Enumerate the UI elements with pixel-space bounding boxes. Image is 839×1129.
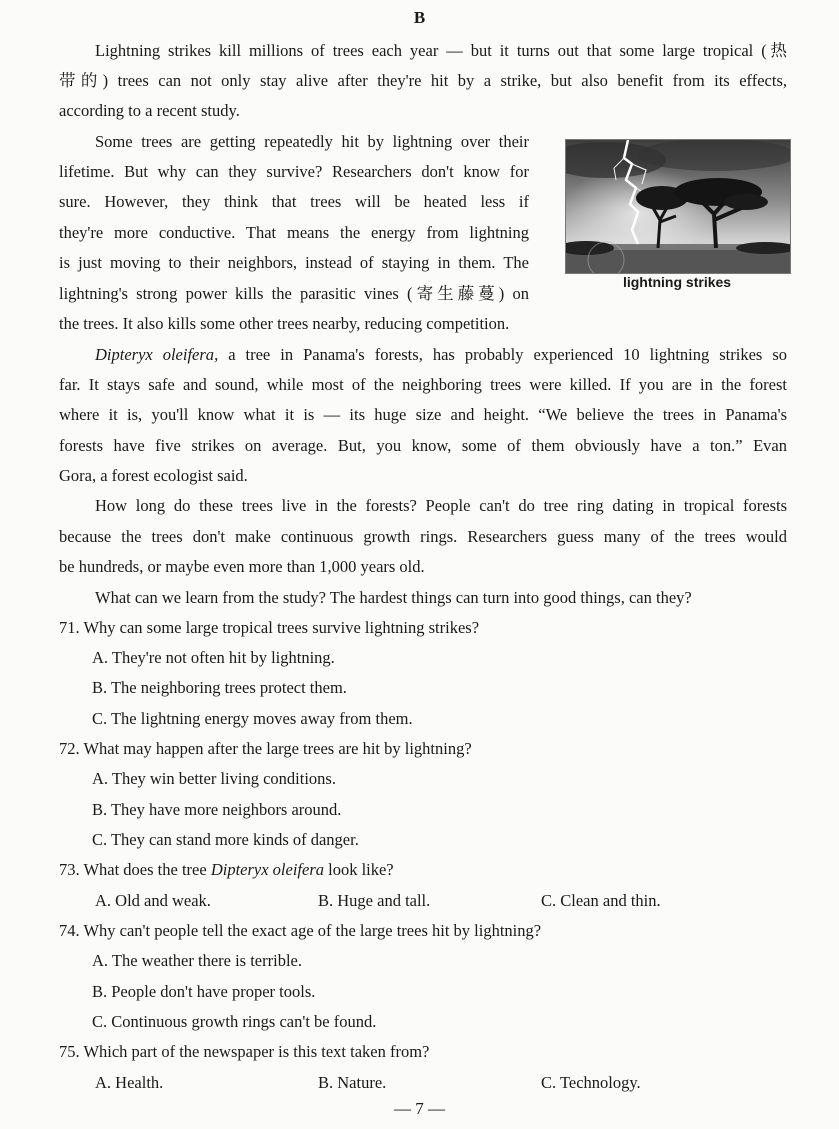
passage-line: Gora, a forest ecologist said. [59,466,248,485]
passage-line: where it is, you'll know what it is — its huge size and height. “We believe the trees in Panama's [59,405,787,424]
passage-line: be hundreds, or maybe even more than 1,000 years old. [59,557,425,576]
passage-line: according to a recent study. [59,101,240,120]
answer-option: A. The weather there is terrible. [92,951,302,970]
passage-line: is just moving to their neighbors, instead of staying in them. The [59,253,529,272]
answer-option: C. Clean and thin. [541,891,661,910]
species-name: Dipteryx oleifera [210,860,324,879]
passage-line: far. It stays safe and sound, while most of the neighboring trees were killed. If you are in the forest [59,375,787,394]
answer-option: C. The lightning energy moves away from them. [92,709,413,728]
passage-text: , a tree in Panama's forests, has probably experienced 10 lightning strikes so [214,345,788,364]
answer-option: A. They're not often hit by lightning. [92,648,335,667]
passage-line: because the trees don't make continuous growth rings. Researchers guess many of the trees would [59,527,787,546]
answer-option: B. Huge and tall. [318,891,431,910]
passage-line: What can we learn from the study? The hardest things can turn into good things, can they? [95,588,692,607]
passage-line: 带的) trees can not only stay alive after they're hit by a strike, but also benefit from its effects, [59,71,787,90]
passage-line [95,345,787,365]
answer-option: B. People don't have proper tools. [92,982,316,1001]
question-text: look like? [323,860,394,879]
passage-line: Some trees are getting repeatedly hit by lightning over their [95,132,529,151]
passage-line: the trees. It also kills some other trees nearby, reducing competition. [59,314,510,333]
passage-line: lifetime. But why can they survive? Researchers don't know for [59,162,529,181]
passage-line: How long do these trees live in the forests? People can't do tree ring dating in tropical forests [95,496,787,515]
passage-line: sure. However, they think that trees will be heated less if [59,192,529,211]
question-stem: 72. What may happen after the large trees are hit by lightning? [59,739,472,758]
question-stem [59,860,394,880]
lightning-tree-photo [565,139,791,274]
question-stem: 74. Why can't people tell the exact age of the large trees hit by lightning? [59,921,542,940]
passage-line: they're more conductive. That means the energy from lightning [59,223,529,242]
answer-option: C. They can stand more kinds of danger. [92,830,359,849]
section-heading: B [413,8,426,27]
question-text: 73. What does the tree [59,860,211,879]
species-name: Dipteryx oleifera [95,345,215,364]
answer-option: C. Continuous growth rings can't be found. [92,1012,377,1031]
answer-option: B. Nature. [318,1073,387,1092]
passage-line: forests have five strikes on average. But, you know, some of them obviously have a ton.” Evan [59,436,787,455]
question-stem: 71. Why can some large tropical trees survive lightning strikes? [59,618,480,637]
answer-option: A. Health. [95,1073,164,1092]
answer-option: B. They have more neighbors around. [92,800,342,819]
passage-line: lightning's strong power kills the parasitic vines (寄生藤蔓) on [59,284,529,303]
answer-option: C. Technology. [541,1073,641,1092]
answer-option: B. The neighboring trees protect them. [92,678,347,697]
answer-option: A. They win better living conditions. [92,769,336,788]
answer-option: A. Old and weak. [95,891,211,910]
passage-line: Lightning strikes kill millions of trees each year — but it turns out that some large tropical (热 [95,41,787,60]
question-stem: 75. Which part of the newspaper is this text taken from? [59,1042,430,1061]
page-number: — 7 — [394,1099,445,1118]
figure-caption: lightning strikes [622,274,732,290]
